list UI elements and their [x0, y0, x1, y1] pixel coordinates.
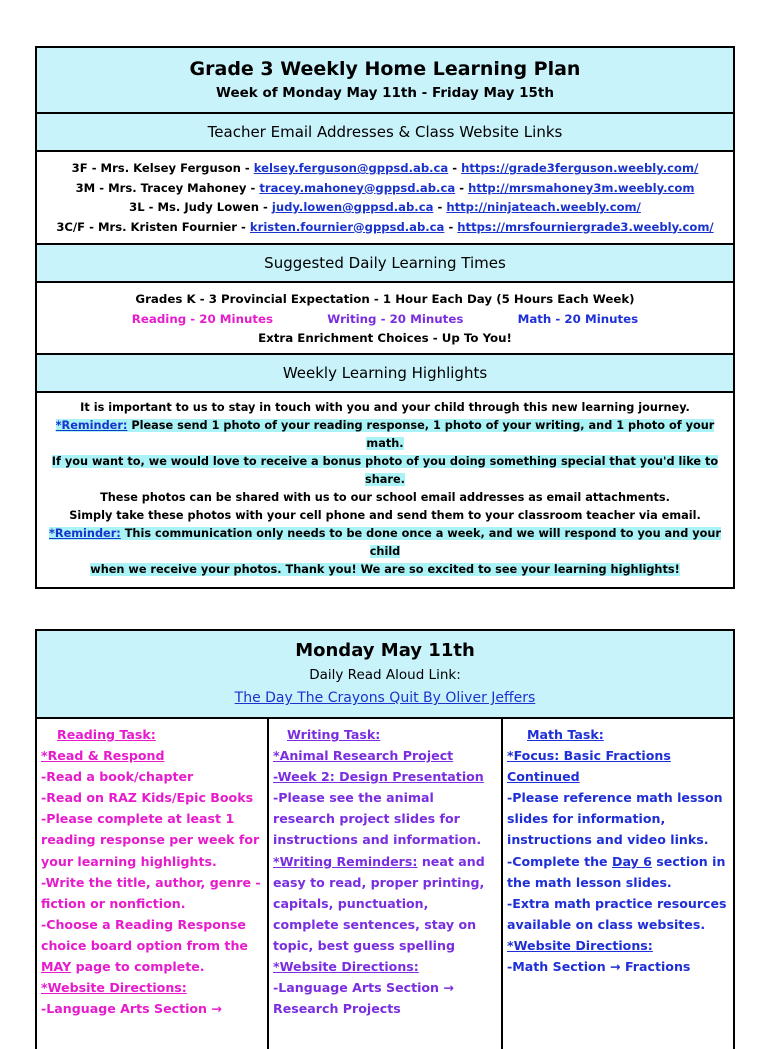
extra-enrichment: Extra Enrichment Choices - Up To You!: [258, 331, 512, 345]
task-line: the math lesson slides.: [507, 874, 672, 890]
teacher-row: [37, 159, 733, 179]
separator: -: [459, 180, 465, 195]
class-website-link[interactable]: http://mrsmahoney3m.weebly.com: [468, 180, 695, 195]
task-line: slides for information,: [507, 811, 666, 827]
task-line: instructions and information.: [273, 832, 482, 848]
task-line: reading response per week for: [41, 832, 260, 848]
task-line: -Please see the animal: [273, 790, 434, 806]
task-line: -Read a book/chapter: [41, 769, 194, 785]
task-line: capitals, punctuation,: [273, 895, 429, 911]
task-line: complete sentences, stay on: [273, 916, 477, 932]
reminder-label: *Reminder:: [55, 419, 128, 432]
math-task-heading: Math Task:: [527, 727, 604, 742]
teacher-name: 3C/F - Mrs. Kristen Fournier -: [56, 219, 246, 234]
writing-time: Writing - 20 Minutes: [327, 311, 464, 326]
highlights-reminder-1: [41, 417, 729, 453]
highlights-line: These photos can be shared with us to our school email addresses as email attachments.: [100, 491, 670, 504]
teacher-name: 3F - Mrs. Kelsey Ferguson -: [71, 161, 250, 175]
contacts-heading: Teacher Email Addresses & Class Website Links: [37, 114, 733, 152]
task-line: -Extra math practice resources: [507, 895, 727, 911]
monday-header: [37, 631, 733, 719]
highlights-line: If you want to, we would love to receive a bonus photo of you doing something special that you'd like to share.: [51, 455, 719, 486]
reminder-text: This communication only needs to be done once a week, and we will respond to you and your child: [120, 527, 721, 558]
plan-week: Week of Monday May 11th - Friday May 15th: [216, 85, 554, 101]
writing-focus: *Animal Research Project: [273, 748, 454, 764]
may-page-link[interactable]: MAY: [41, 959, 72, 975]
task-line: easy to read, proper printing,: [273, 874, 485, 890]
task-line: -Read on RAZ Kids/Epic Books: [41, 790, 254, 806]
math-time: Math - 20 Minutes: [517, 311, 639, 326]
class-website-link[interactable]: https://mrsfourniergrade3.weebly.com/: [457, 219, 714, 234]
task-line: -Math Section → Fractions: [507, 959, 691, 975]
task-line: -Write the title, author, genre -: [41, 874, 261, 890]
math-focus-cont: Continued: [507, 769, 580, 785]
class-website-link[interactable]: https://grade3ferguson.weebly.com/: [461, 161, 699, 175]
teacher-name: 3M - Mrs. Tracey Mahoney -: [75, 180, 256, 195]
reminder-text: Please send 1 photo of your reading response, 1 photo of your writing, and 1 photo of your math.: [127, 419, 715, 450]
task-columns: [37, 719, 733, 1049]
highlights-line: It is important to us to stay in touch with you and your child through this new learning journey.: [80, 401, 690, 414]
times-heading: Suggested Daily Learning Times: [37, 245, 733, 283]
monday-plan-box: [35, 629, 735, 1049]
reading-task-column: [37, 719, 269, 1049]
separator: -: [448, 219, 454, 234]
math-focus: *Focus: Basic Fractions: [507, 748, 671, 764]
reading-time: Reading - 20 Minutes: [131, 311, 274, 326]
writing-task-heading: Writing Task:: [287, 727, 381, 742]
separator: -: [452, 161, 458, 175]
read-aloud-label: Daily Read Aloud Link:: [309, 667, 461, 683]
task-line: MAY page to complete.: [41, 959, 205, 975]
website-directions: *Website Directions:: [273, 959, 419, 975]
teacher-email-link[interactable]: judy.lowen@gppsd.ab.ca: [271, 200, 434, 214]
reading-task-heading: Reading Task:: [57, 727, 156, 742]
task-line: your learning highlights.: [41, 853, 217, 869]
writing-task-column: [269, 719, 503, 1049]
plan-header: [37, 48, 733, 114]
separator: -: [437, 200, 443, 214]
day-6-link[interactable]: Day 6: [611, 853, 652, 869]
task-line: -Please reference math lesson: [507, 790, 723, 806]
plan-title: Grade 3 Weekly Home Learning Plan: [189, 58, 581, 80]
task-line: -Language Arts Section →: [41, 1001, 222, 1017]
reminder-label: *Reminder:: [49, 527, 121, 540]
task-line: -Complete the Day 6 section in: [507, 853, 726, 869]
teacher-row: [37, 218, 733, 238]
reading-focus: *Read & Respond: [41, 748, 165, 764]
website-directions: *Website Directions:: [507, 937, 653, 953]
teacher-row: [37, 198, 733, 218]
task-line: available on class websites.: [507, 916, 706, 932]
task-line: instructions and video links.: [507, 832, 709, 848]
task-line: fiction or nonfiction.: [41, 895, 186, 911]
task-line: research project slides for: [273, 811, 460, 827]
highlights-body: [37, 393, 733, 587]
teacher-row: [37, 179, 733, 199]
writing-reminders: *Writing Reminders: neat and: [273, 853, 485, 869]
highlights-line: when we receive your photos. Thank you! We are so excited to see your learning highlights!: [90, 563, 680, 576]
weekly-plan-box: [35, 46, 735, 589]
math-task-column: [503, 719, 733, 1049]
class-website-link[interactable]: http://ninjateach.weebly.com/: [446, 200, 641, 214]
highlights-heading: Weekly Learning Highlights: [37, 355, 733, 393]
teacher-email-link[interactable]: tracey.mahoney@gppsd.ab.ca: [259, 180, 456, 195]
writing-week: -Week 2: Design Presentation: [273, 769, 484, 785]
task-line: choice board option from the: [41, 937, 248, 953]
highlights-line: Simply take these photos with your cell phone and send them to your classroom teacher via email.: [69, 509, 701, 522]
task-line: Research Projects: [273, 1001, 401, 1017]
teacher-email-link[interactable]: kelsey.ferguson@gppsd.ab.ca: [253, 161, 449, 175]
task-line: -Choose a Reading Response: [41, 916, 246, 932]
teacher-name: 3L - Ms. Judy Lowen -: [129, 200, 268, 214]
website-directions: *Website Directions:: [41, 980, 187, 996]
contacts-list: [37, 152, 733, 245]
times-body: [37, 283, 733, 355]
task-line: -Language Arts Section →: [273, 980, 454, 996]
task-line: -Please complete at least 1: [41, 811, 235, 827]
read-aloud-link[interactable]: The Day The Crayons Quit By Oliver Jeffers: [234, 690, 536, 706]
highlights-reminder-2: [41, 525, 729, 561]
teacher-email-link[interactable]: kristen.fournier@gppsd.ab.ca: [249, 219, 445, 234]
provincial-expectation: Grades K - 3 Provincial Expectation - 1 Hour Each Day (5 Hours Each Week): [135, 292, 635, 306]
subject-times: [37, 310, 733, 330]
day-title: Monday May 11th: [295, 640, 475, 661]
task-line: topic, best guess spelling: [273, 937, 455, 953]
